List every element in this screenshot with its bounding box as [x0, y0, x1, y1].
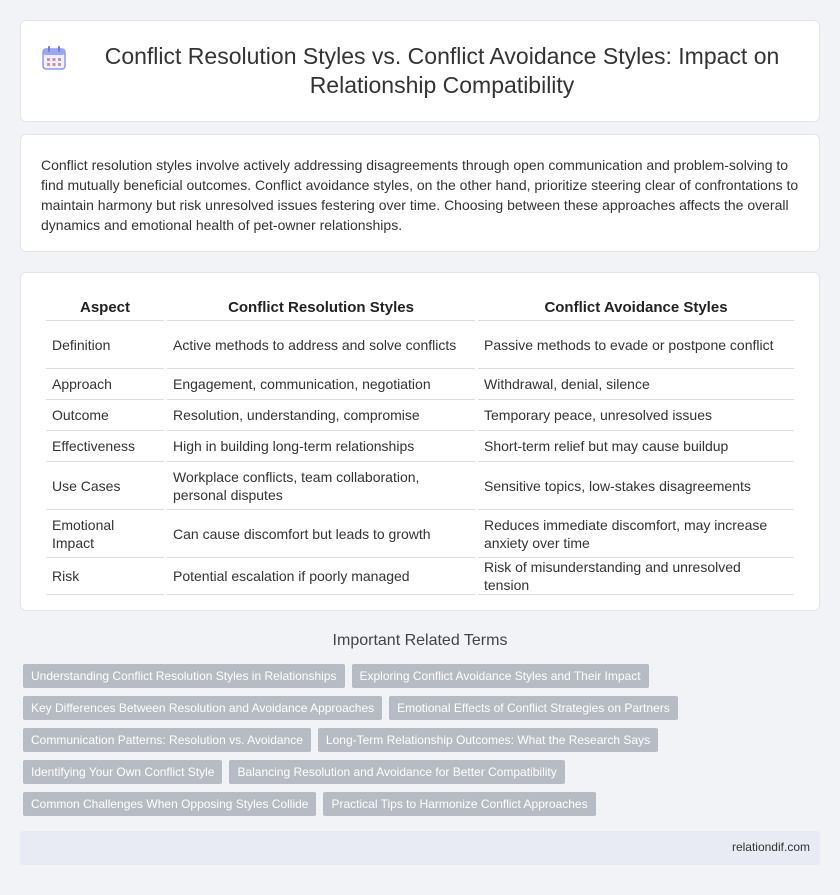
intro-card: [20, 134, 820, 252]
comparison-card: [20, 272, 820, 611]
table-row: [46, 462, 794, 510]
calendar-icon: [41, 45, 67, 71]
header-avoidance: Conflict Avoidance Styles: [478, 293, 794, 321]
intro-text: Conflict resolution styles involve actively addressing disagreements through open communication and problem-solving to find mutually beneficial outcomes. Conflict avoidance styles, on the other hand, prioritize steering clear of confrontations to maintain harmony but risk unresolved issues festering over time. Choosing between these approaches affects the overall dynamics and emotional health of pet-owner relationships.: [41, 157, 799, 233]
related-term-tag[interactable]: Communication Patterns: Resolution vs. Avoidance: [23, 728, 311, 752]
cell-resolution: Workplace conflicts, team collaboration, personal disputes: [167, 462, 475, 510]
related-terms-title: Important Related Terms: [332, 632, 508, 649]
related-term-tag[interactable]: Practical Tips to Harmonize Conflict Approaches: [323, 792, 595, 816]
related-term-tag[interactable]: Exploring Conflict Avoidance Styles and Their Impact: [352, 664, 649, 688]
cell-avoidance: Risk of misunderstanding and unresolved tension: [478, 558, 794, 595]
cell-avoidance: Short-term relief but may cause buildup: [478, 431, 794, 462]
cell-aspect: Approach: [46, 369, 164, 400]
cell-aspect: Risk: [46, 558, 164, 595]
cell-avoidance: Withdrawal, denial, silence: [478, 369, 794, 400]
cell-avoidance: Sensitive topics, low-stakes disagreements: [478, 462, 794, 510]
cell-resolution: Engagement, communication, negotiation: [167, 369, 475, 400]
related-term-tag[interactable]: Emotional Effects of Conflict Strategies on Partners: [389, 696, 678, 720]
cell-avoidance: Temporary peace, unresolved issues: [478, 400, 794, 431]
related-term-tag[interactable]: Long-Term Relationship Outcomes: What the Research Says: [318, 728, 658, 752]
site-name[interactable]: relationdif.com: [731, 840, 810, 854]
cell-resolution: Potential escalation if poorly managed: [167, 558, 475, 595]
related-terms-list: [23, 664, 823, 824]
cell-aspect: Effectiveness: [46, 431, 164, 462]
cell-avoidance: Passive methods to evade or postpone conflict: [478, 321, 794, 369]
table-row: [46, 510, 794, 558]
table-row: [46, 558, 794, 595]
cell-resolution: Can cause discomfort but leads to growth: [167, 510, 475, 558]
related-term-tag[interactable]: Identifying Your Own Conflict Style: [23, 760, 222, 784]
cell-aspect: Outcome: [46, 400, 164, 431]
page-title: Conflict Resolution Styles vs. Conflict Avoidance Styles: Impact on Relationship Compatibility: [104, 43, 780, 98]
comparison-table: [43, 293, 797, 595]
related-term-tag[interactable]: Balancing Resolution and Avoidance for Better Compatibility: [229, 760, 564, 784]
table-row: [46, 400, 794, 431]
cell-avoidance: Reduces immediate discomfort, may increase anxiety over time: [478, 510, 794, 558]
related-term-tag[interactable]: Key Differences Between Resolution and Avoidance Approaches: [23, 696, 382, 720]
header-aspect: Aspect: [46, 293, 164, 321]
cell-resolution: Resolution, understanding, compromise: [167, 400, 475, 431]
footer: [20, 831, 820, 865]
header-resolution: Conflict Resolution Styles: [167, 293, 475, 321]
title-card: [20, 20, 820, 122]
cell-aspect: Definition: [46, 321, 164, 369]
table-row: [46, 369, 794, 400]
table-row: [46, 431, 794, 462]
cell-aspect: Emotional Impact: [46, 510, 164, 558]
related-term-tag[interactable]: Common Challenges When Opposing Styles Collide: [23, 792, 316, 816]
cell-resolution: High in building long-term relationships: [167, 431, 475, 462]
related-term-tag[interactable]: Understanding Conflict Resolution Styles in Relationships: [23, 664, 345, 688]
cell-aspect: Use Cases: [46, 462, 164, 510]
cell-resolution: Active methods to address and solve conflicts: [167, 321, 475, 369]
table-row: [46, 321, 794, 369]
